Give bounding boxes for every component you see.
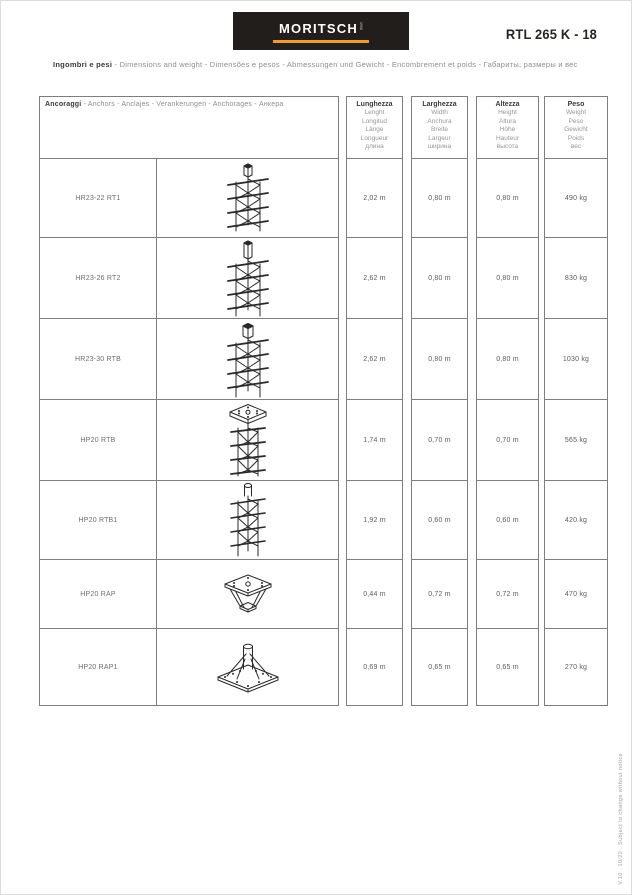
length-value: 0,69 m [346,628,403,706]
height-value: 0,80 m [476,318,539,400]
dimensions-table [39,96,611,706]
table-row [39,318,611,400]
height-value: 0,80 m [476,158,539,238]
table-header-row [39,96,611,159]
anchor-label: HP20 RAP1 [40,629,157,705]
page-title: RTL 265 K - 18 [505,26,597,42]
height-value: 0,60 m [476,480,539,560]
height-value: 0,80 m [476,237,539,319]
anchor-label: HR23-22 RT1 [40,159,157,237]
subtitle-primary: Ingombri e pesi [53,60,113,69]
table-row [39,628,611,706]
table-row [39,480,611,560]
length-value: 2,02 m [346,158,403,238]
table-row [39,559,611,629]
height-value: 0,72 m [476,559,539,629]
anchor-label: HR23-26 RT2 [40,238,157,318]
column-header-length: Lunghezza Lenght Longitud Länge Longueur длина [346,96,403,159]
anchor-label: HR23-30 RTB [40,319,157,399]
length-value: 1,92 m [346,480,403,560]
length-value: 2,62 m [346,237,403,319]
width-value: 0,60 m [411,480,468,560]
length-value: 1,74 m [346,399,403,481]
column-header-weight: Peso Weight Peso Gewicht Poids вес [544,96,608,159]
weight-value: 470 kg [544,559,608,629]
brand-logo [233,12,409,50]
anchor-drawing-lattice-tower-post [157,159,338,237]
anchor-label: HP20 RAP [40,560,157,628]
table-row [39,158,611,238]
width-value: 0,70 m [411,399,468,481]
table-row [39,399,611,481]
anchor-label: HP20 RTB [40,400,157,480]
width-value: 0,72 m [411,559,468,629]
length-value: 0,44 m [346,559,403,629]
weight-value: 1030 kg [544,318,608,400]
column-header-width: Larghezza Width Anchura Breite Largeur ширина [411,96,468,159]
height-value: 0,65 m [476,628,539,706]
table-row [39,237,611,319]
brand-year: 1958 [358,22,363,30]
version-note: V.10 . 10/22 . Subject to change without notice [618,753,624,885]
anchor-drawing-base-plate-cylinder [157,629,338,705]
weight-value: 830 kg [544,237,608,319]
anchor-drawing-lattice-tower-wide-post [157,319,338,399]
anchors-header-cell [39,96,339,159]
logo-accent-rule [273,40,369,43]
weight-value: 420 kg [544,480,608,560]
length-value: 2,62 m [346,318,403,400]
column-header-height: Altezza Height Altura Höhe Hauteur высота [476,96,539,159]
width-value: 0,65 m [411,628,468,706]
width-value: 0,80 m [411,318,468,400]
subtitle-translations: - Dimensions and weight - Dimensões e pesos - Abmessungen und Gewicht - Encombrement et poids - Габариты, размеры и вес [112,60,578,69]
anchor-drawing-lattice-tower-tall-post [157,238,338,318]
brand-name: MORITSCH [279,21,358,36]
width-value: 0,80 m [411,237,468,319]
anchor-label: HP20 RTB1 [40,481,157,559]
anchors-header-primary: Ancoraggi [45,101,82,108]
anchor-drawing-pedestal-base [157,560,338,628]
section-subtitle [53,60,578,69]
weight-value: 565 kg [544,399,608,481]
weight-value: 490 kg [544,158,608,238]
anchor-drawing-lattice-tower-narrow [157,481,338,559]
anchor-drawing-lattice-tower-flange [157,400,338,480]
height-value: 0,70 m [476,399,539,481]
weight-value: 270 kg [544,628,608,706]
anchors-header-translations: - Anchors - Anclajes - Verankerungen - Anchorages - Анкера [81,101,284,108]
width-value: 0,80 m [411,158,468,238]
